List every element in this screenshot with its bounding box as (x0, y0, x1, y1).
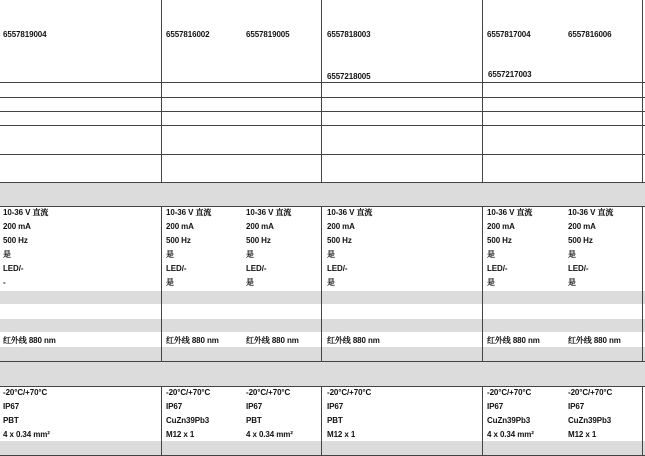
part-number: 6557218005 (327, 72, 371, 81)
spec-value: 10-36 V 直流 (487, 208, 533, 217)
rule (0, 386, 645, 387)
divider (482, 386, 483, 456)
divider (321, 386, 322, 456)
rule (0, 97, 645, 98)
band-row-b (0, 319, 645, 332)
divider (482, 0, 483, 182)
spec-value: M12 x 1 (327, 430, 356, 439)
spec-value: IP67 (568, 402, 585, 411)
spec-value: LED/- (3, 264, 24, 273)
spec-value: 10-36 V 直流 (327, 208, 373, 217)
spec-value: M12 x 1 (166, 430, 195, 439)
spec-value: -20°C/+70°C (3, 388, 48, 397)
spec-value: IP67 (3, 402, 20, 411)
spec-value: -20°C/+70°C (246, 388, 291, 397)
band-mid-gap (0, 361, 645, 386)
spec-value: 是 (327, 250, 335, 259)
part-number: 6557217003 (488, 70, 532, 79)
spec-value: 500 Hz (568, 236, 593, 245)
divider (321, 206, 322, 361)
spec-value: -20°C/+70°C (327, 388, 372, 397)
band-row-c (0, 347, 645, 361)
spec-value: 10-36 V 直流 (246, 208, 292, 217)
spec-value: 红外线 880 nm (246, 336, 299, 345)
band-row-d (0, 441, 645, 456)
part-number: 6557819005 (246, 30, 290, 39)
spec-value: CuZn39Pb3 (487, 416, 531, 425)
spec-value: IP67 (487, 402, 504, 411)
divider (482, 206, 483, 361)
rule (0, 182, 645, 183)
divider (161, 206, 162, 361)
spec-value: 200 mA (3, 222, 31, 231)
spec-value: 200 mA (327, 222, 355, 231)
spec-value: 500 Hz (3, 236, 28, 245)
spec-value: 200 mA (166, 222, 194, 231)
rule (0, 82, 645, 83)
part-number: 6557816006 (568, 30, 612, 39)
spec-value: 10-36 V 直流 (568, 208, 614, 217)
band-top-gap (0, 183, 645, 207)
spec-value: PBT (246, 416, 262, 425)
divider (642, 206, 643, 361)
spec-value: 是 (246, 278, 254, 287)
spec-value: 红外线 880 nm (327, 336, 380, 345)
spec-value: PBT (3, 416, 19, 425)
spec-value: 是 (3, 250, 11, 259)
spec-value: 500 Hz (166, 236, 191, 245)
spec-value: 是 (246, 250, 254, 259)
spec-value: PBT (327, 416, 343, 425)
rule (0, 361, 645, 362)
spec-value: LED/- (246, 264, 267, 273)
spec-value: -20°C/+70°C (166, 388, 211, 397)
spec-value: LED/- (327, 264, 348, 273)
spec-value: IP67 (246, 402, 263, 411)
spec-value: -20°C/+70°C (487, 388, 532, 397)
spec-value: 200 mA (568, 222, 596, 231)
spec-value: 是 (166, 278, 174, 287)
spec-value: 红外线 880 nm (568, 336, 621, 345)
spec-value: 是 (327, 278, 335, 287)
part-number: 6557818003 (327, 30, 371, 39)
rule (0, 154, 645, 155)
spec-value: 红外线 880 nm (3, 336, 56, 345)
spec-value: 是 (568, 250, 576, 259)
part-number: 6557819004 (3, 30, 47, 39)
spec-value: LED/- (487, 264, 508, 273)
spec-value: - (3, 278, 6, 287)
part-number: 6557817004 (487, 30, 531, 39)
band-row-a (0, 291, 645, 304)
spec-value: M12 x 1 (568, 430, 597, 439)
spec-value: 500 Hz (487, 236, 512, 245)
spec-value: CuZn39Pb3 (166, 416, 210, 425)
spec-value: 是 (487, 278, 495, 287)
rule (0, 125, 645, 126)
spec-value: 是 (568, 278, 576, 287)
spec-value: LED/- (166, 264, 187, 273)
spec-value: 红外线 880 nm (166, 336, 219, 345)
spec-value: 10-36 V 直流 (166, 208, 212, 217)
spec-value: 4 x 0.34 mm² (487, 430, 534, 439)
spec-value: CuZn39Pb3 (568, 416, 612, 425)
spec-value: 红外线 880 nm (487, 336, 540, 345)
spec-value: 500 Hz (246, 236, 271, 245)
spec-value: 4 x 0.34 mm² (246, 430, 293, 439)
spec-value: LED/- (568, 264, 589, 273)
divider (161, 0, 162, 182)
spec-value: 是 (487, 250, 495, 259)
divider (321, 0, 322, 182)
rule (0, 111, 645, 112)
divider (161, 386, 162, 456)
spec-value: 500 Hz (327, 236, 352, 245)
rule (0, 206, 645, 207)
divider (642, 386, 643, 456)
spec-value: 是 (166, 250, 174, 259)
spec-value: 200 mA (487, 222, 515, 231)
spec-value: IP67 (166, 402, 183, 411)
part-number: 6557816002 (166, 30, 210, 39)
spec-value: IP67 (327, 402, 344, 411)
spec-value: 200 mA (246, 222, 274, 231)
spec-value: 10-36 V 直流 (3, 208, 49, 217)
spec-value: -20°C/+70°C (568, 388, 613, 397)
divider (642, 0, 643, 182)
spec-value: 4 x 0.34 mm² (3, 430, 50, 439)
